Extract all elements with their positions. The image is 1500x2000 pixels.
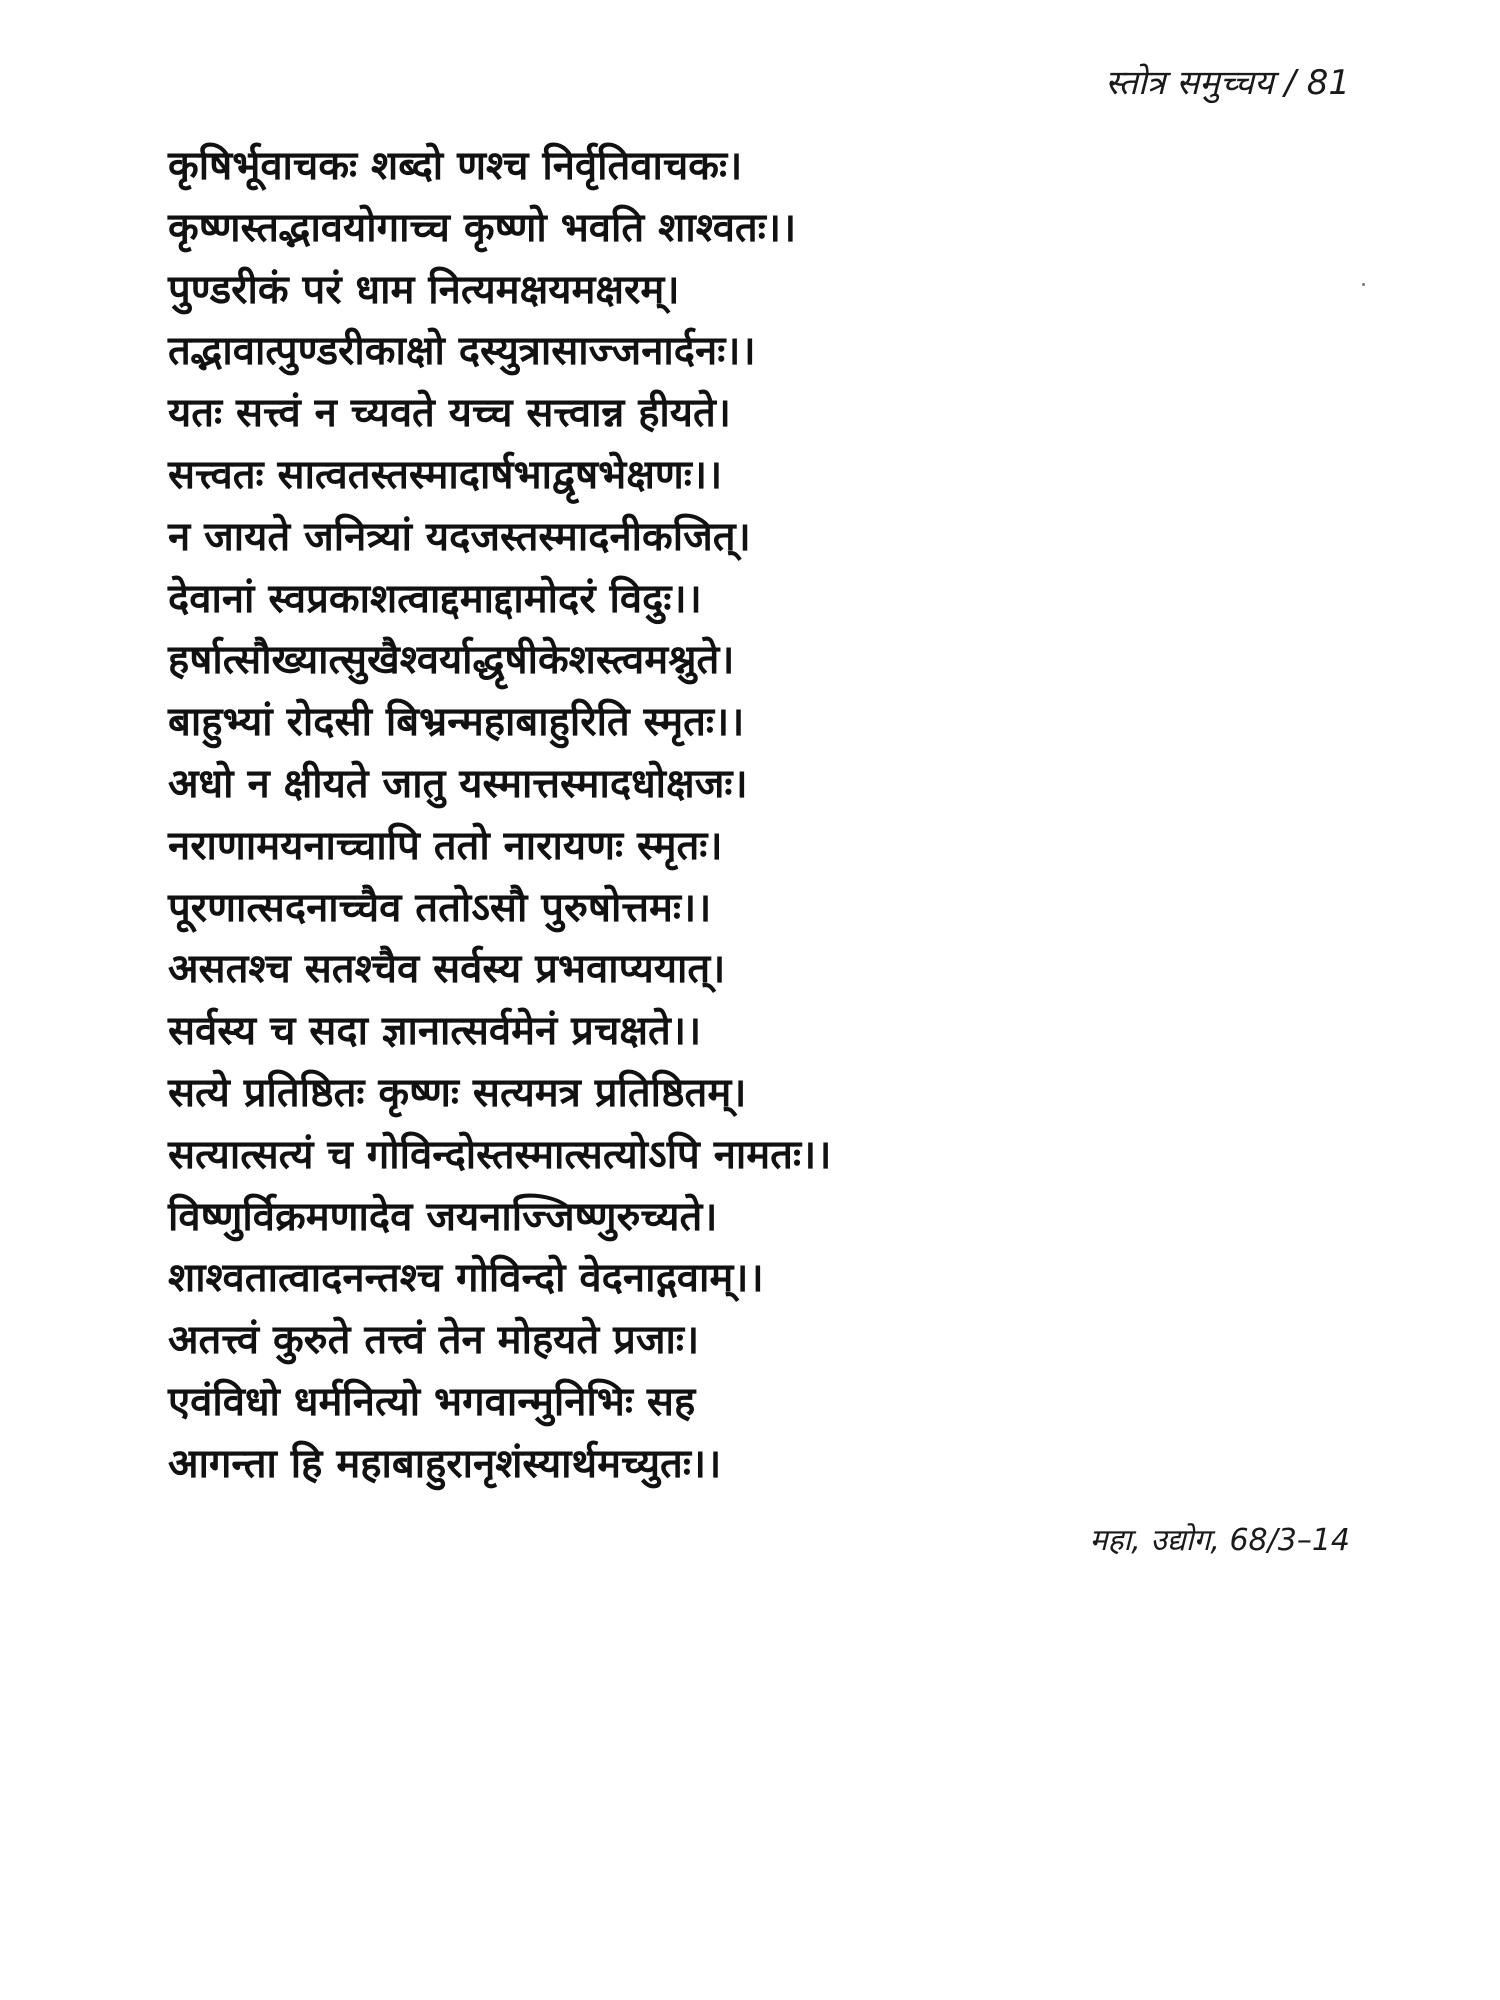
verse-line-15: सर्वस्य च सदा ज्ञानात्सर्वमेनं प्रचक्षते।। <box>168 1008 702 1055</box>
verse-line-18: विष्णुर्विक्रमणादेव जयनाज्जिष्णुरुच्यते। <box>168 1193 718 1240</box>
verse-line-13: पूरणात्सदनाच्चैव ततोऽसौ पुरुषोत्तमः।। <box>168 884 712 931</box>
verse-line-10: बाहुभ्यां रोदसी बिभ्रन्महाबाहुरिति स्मृतः।। <box>168 699 745 746</box>
verse-line-12: नराणामयनाच्चापि ततो नारायणः स्मृतः। <box>168 822 723 869</box>
verse-line-5: यतः सत्त्वं न च्यवते यच्च सत्त्वान्न हीयते। <box>168 390 731 437</box>
verse-line-19: शाश्वतात्वादनन्तश्च गोविन्दो वेदनाद्गवाम्।। <box>168 1255 764 1302</box>
verse-block <box>168 136 1368 1496</box>
verse-line-2: कृष्णस्तद्भावयोगाच्च कृष्णो भवति शाश्वतः।। <box>168 204 797 251</box>
verse-line-7: न जायते जनित्र्यां यदजस्तस्मादनीकजित्। <box>168 513 751 560</box>
verse-line-22: आगन्ता हि महाबाहुरानृशंस्यार्थमच्युतः।। <box>168 1440 722 1487</box>
verse-line-6: सत्त्वतः सात्वतस्तस्मादार्षभाद्वृषभेक्षणः।। <box>168 451 723 498</box>
verse-line-11: अधो न क्षीयते जातु यस्मात्तस्मादधोक्षजः। <box>168 760 748 807</box>
verse-line-9: हर्षात्सौख्यात्सुखैश्वर्याद्धृषीकेशस्त्वमश्नुते। <box>168 637 735 684</box>
verse-line-16: सत्ये प्रतिष्ठितः कृष्णः सत्यमत्र प्रतिष्ठितम्। <box>168 1069 747 1116</box>
verse-line-17: सत्यात्सत्यं च गोविन्दोस्तस्मात्सत्योऽपि नामतः।। <box>168 1131 832 1178</box>
verse-line-1: कृषिर्भूवाचकः शब्दो णश्च निर्वृतिवाचकः। <box>168 143 743 189</box>
verse-line-20: अतत्त्वं कुरुते तत्त्वं तेन मोहयते प्रजाः। <box>168 1317 700 1364</box>
source-citation: महा, उद्योग, 68/3–14 <box>1089 1523 1350 1558</box>
scan-speck <box>1362 283 1365 286</box>
verse-line-14: असतश्च सतश्चैव सर्वस्य प्रभवाप्ययात्। <box>168 946 726 993</box>
running-head: स्तोत्र समुच्चय / 81 <box>1105 63 1350 103</box>
verse-line-21: एवंविधो धर्मनित्यो भगवान्मुनिभिः सह <box>168 1378 696 1425</box>
verse-line-8: देवानां स्वप्रकाशत्वाद्दमाद्दामोदरं विदुः।। <box>168 575 702 622</box>
verse-line-4: तद्भावात्पुण्डरीकाक्षो दस्युत्रासाज्जनार्दनः।। <box>168 328 756 375</box>
verse-line-3: पुण्डरीकं परं धाम नित्यमक्षयमक्षरम्। <box>168 266 680 313</box>
